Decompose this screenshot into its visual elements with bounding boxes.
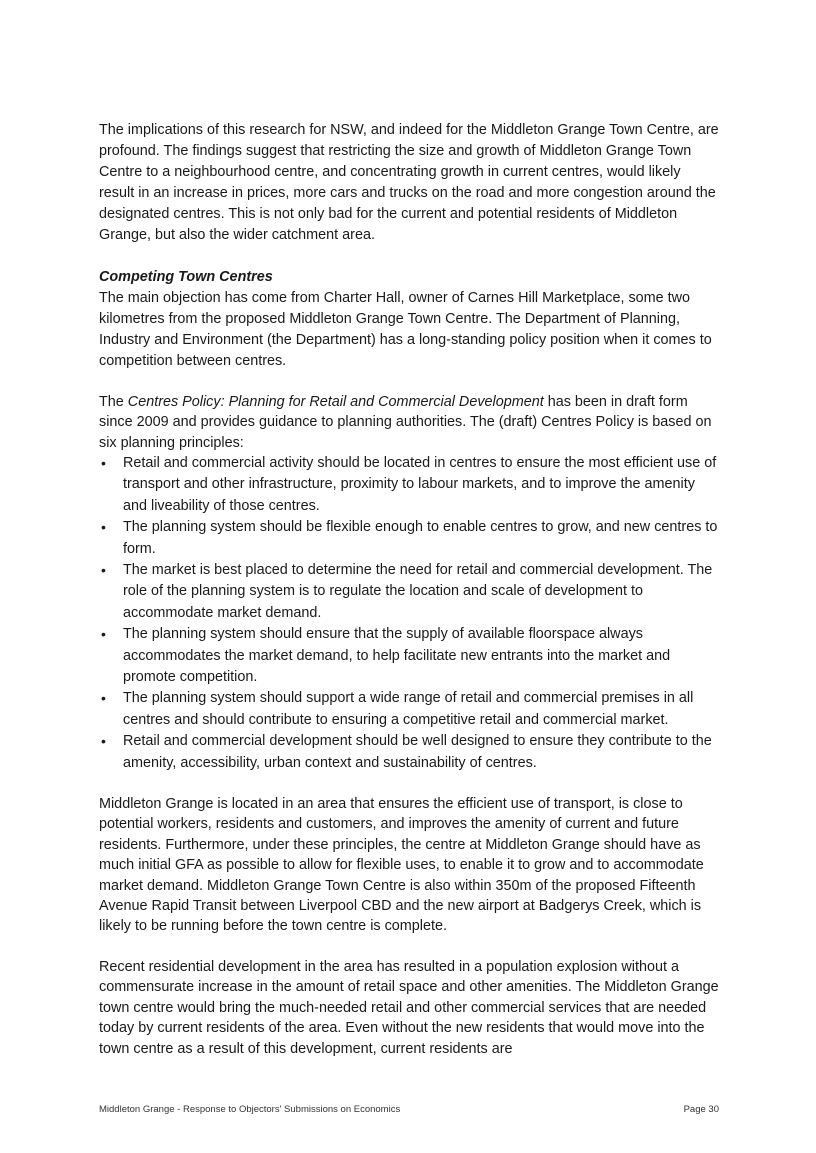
document-page [99, 120, 719, 1059]
list-item [99, 560, 719, 624]
centres-policy-suffix: has been in draft form since 2009 and provides guidance to planning authorities. The (draft) Centres Policy is based on six planning principles: [99, 394, 712, 451]
list-item [99, 453, 719, 517]
bullet-icon: • [101, 519, 106, 536]
bullet-icon: • [101, 690, 106, 707]
list-item-text: The market is best placed to determine the need for retail and commercial development. The role of the planning system is to regulate the location and scale of development to accommodate market demand. [123, 561, 713, 621]
paragraph-implications: The implications of this research for NSW, and indeed for the Middleton Grange Town Centre, are profound. The findings suggest that restricting the size and growth of Middleton Grange Town Centre to a neighbourhood centre, and concentrating growth in current centres, would likely result in an increase in prices, more cars and trucks on the road and more congestion around the designated centres. This is not only bad for the current and potential residents of Middleton Grange, but also the wider catchment area. [99, 122, 719, 243]
footer-page-number: Page 30 [683, 1104, 719, 1115]
list-item-text: Retail and commercial development should be well designed to ensure they contribute to the amenity, accessibility, urban context and sustainability of centres. [123, 733, 712, 771]
list-item-text: Retail and commercial activity should be located in centres to ensure the most efficient use of transport and other infrastructure, proximity to labour markets, and to improve the amenity and liveability of those centres. [123, 454, 717, 514]
bullet-icon: • [101, 561, 106, 578]
bullet-icon: • [101, 733, 106, 750]
centres-policy-title: Centres Policy: Planning for Retail and Commercial Development [127, 394, 544, 410]
paragraph-location: Middleton Grange is located in an area that ensures the efficient use of transport, is close to potential workers, residents and customers, and improves the amenity of current and future residents. Furthermore, under these principles, the centre at Middleton Grange should have as much initial GFA as possible to allow for flexible uses, to enable it to grow and to accommodate market demand. Middleton Grange Town Centre is also within 350m of the proposed Fifteenth Avenue Rapid Transit between Liverpool CBD and the new airport at Badgerys Creek, which is likely to be running before the town centre is complete. [99, 795, 704, 935]
list-item [99, 731, 719, 774]
bullet-icon: • [101, 626, 106, 643]
paragraph-main-objection: The main objection has come from Charter Hall, owner of Carnes Hill Marketplace, some two kilometres from the proposed Middleton Grange Town Centre. The Department of Planning, Industry and Environment (the Department) has a long-standing policy position when it comes to competition between centres. [99, 290, 712, 369]
list-item [99, 624, 719, 688]
list-item-text: The planning system should be flexible enough to enable centres to grow, and new centres to form. [123, 519, 718, 557]
list-item [99, 517, 719, 560]
list-item-text: The planning system should support a wide range of retail and commercial premises in all centres and should contribute to ensuring a competitive retail and commercial market. [123, 690, 694, 728]
section-heading: Competing Town Centres [99, 269, 273, 285]
list-item-text: The planning system should ensure that the supply of available floorspace always accommodates the market demand, to help facilitate new entrants into the market and promote competition. [123, 626, 671, 685]
paragraph-centres-policy [99, 392, 719, 453]
list-item [99, 688, 719, 731]
planning-principles-list [99, 453, 719, 774]
centres-policy-prefix: The [99, 394, 128, 410]
bullet-icon: • [101, 454, 106, 471]
paragraph-residential-development: Recent residential development in the area has resulted in a population explosion without a commensurate increase in the amount of retail space and other amenities. The Middleton Grange town centre would bring the much-needed retail and other commercial services that are needed today by current residents of the area. Even without the new residents that would move into the town centre as a result of this development, current residents are [99, 958, 719, 1057]
footer-document-title: Middleton Grange - Response to Objectors' Submissions on Economics [99, 1104, 401, 1115]
